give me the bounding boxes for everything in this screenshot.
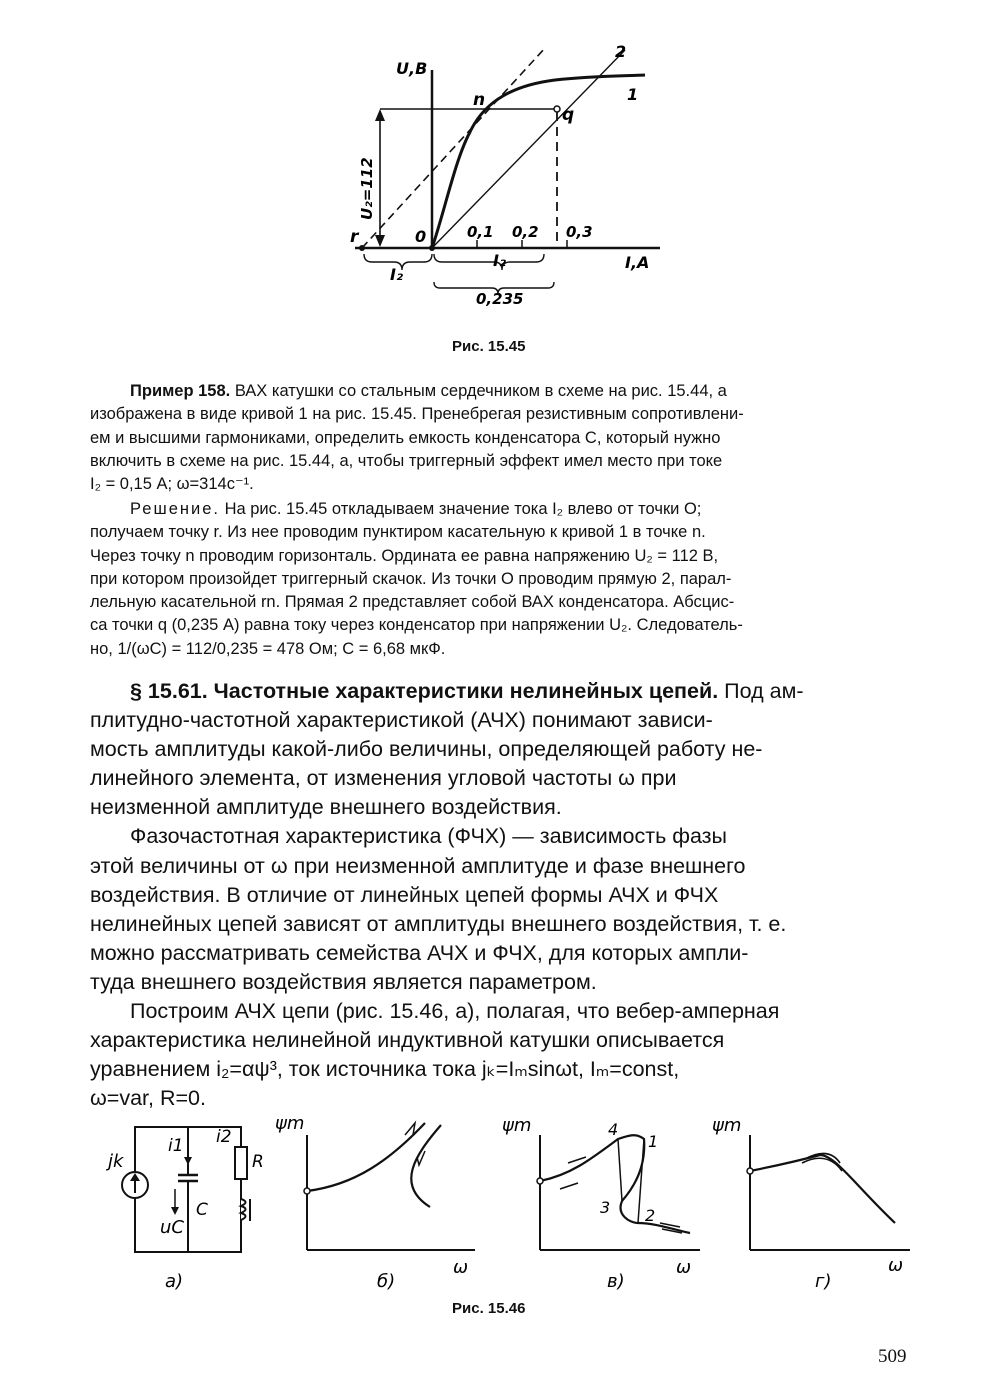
circuit-panel-label: а)	[165, 1271, 184, 1292]
curve-1-label: 1	[627, 85, 639, 104]
tick-label-0-1: 0,1	[467, 223, 494, 241]
point-r-label: r	[350, 227, 359, 247]
u-axis-label: U,B	[396, 59, 428, 78]
plot-b-panel-label: б)	[377, 1271, 396, 1292]
uc-label: uC	[160, 1217, 184, 1238]
point-r	[359, 245, 365, 251]
point-o-label: 0	[415, 227, 427, 246]
plot-b-xlabel: ω	[453, 1257, 469, 1278]
plot-g	[710, 1105, 920, 1300]
i1-label: i1	[168, 1136, 184, 1156]
plot-v	[500, 1105, 710, 1300]
point-q-label: q	[562, 105, 575, 125]
figure-15-46-caption: Рис. 15.46	[452, 1300, 526, 1317]
u2-value-label: U₂=112	[358, 157, 376, 220]
example-158: Пример 158. ВАХ катушки со стальным сердечником в схеме на рис. 15.44, а изображена в виде кривой 1 на рис. 15.45. Пренебрегая резистивным сопротивлени- ем и высшими гармониками, определить емкость конденсатора C, который нужно включить в схеме на рис. 15.44, а, чтобы триггерный эффект имел место при токе I₂ = 0,15 А; ω=314с⁻¹.	[90, 382, 744, 494]
solution-label: Решение.	[130, 500, 220, 518]
example-title: Пример 158.	[130, 382, 231, 400]
u2-arrow-down	[375, 235, 385, 247]
tangent-line-rn	[362, 48, 545, 248]
c-label: C	[196, 1200, 208, 1220]
section-15-61: § 15.61. Частотные характеристики нелинейных цепей. Под ам- плитудно-частотной характеристикой (АЧХ) понимают зависи- мость амплитуды какой-либо величины, определяющей работу не- линейного элемента, от изменения угловой частоты ω при неизменной амплитуде внешнего воздействия. Фазочастотная характеристика (ФЧХ) — зависимость фазы этой величины от ω при неизменной амплитуде и фазе внешнего воздействия. В отличие от линейных цепей формы АЧХ и ФЧХ нелинейных цепей зависят от амплитуды внешнего воздействия, т. е. можно рассматривать семейства АЧХ и ФЧХ, для которых ампли- туда внешнего воздействия является параметром. Построим АЧХ цепи (рис. 15.46, а), полагая, что вебер-амперная характеристика нелинейной индуктивной катушки описывается уравнением i₂=αψ³, ток источника тока jₖ=Iₘsinωt, Iₘ=const, ω=var, R=0.	[90, 677, 918, 1113]
plot-g-panel-label: г)	[815, 1271, 832, 1292]
resistor	[235, 1147, 247, 1179]
i2-left-label: I₂	[390, 265, 403, 284]
i2-right-label: I₂	[493, 251, 506, 270]
i-axis-label: I,A	[625, 253, 650, 272]
point-1-label: 1	[648, 1132, 659, 1151]
q-abscissa-label: 0,235	[476, 290, 524, 308]
plot-v-xlabel: ω	[676, 1257, 692, 1278]
r-label: R	[252, 1152, 264, 1172]
point-2-label: 2	[645, 1206, 656, 1225]
line-2-label: 2	[615, 42, 627, 61]
u2-arrow-up	[375, 109, 385, 121]
solution-block: Решение. На рис. 15.45 откладываем значение тока I₂ влево от точки O; получаем точку r. Из нее проводим пунктиром касательную к кривой 1 в точке n. Через точку n проводим горизонталь. Ордината ее равна напряжению U₂ = 112 В, при котором произойдет триггерный скачок. Из точки O проводим прямую 2, парал- лельную касательной rn. Прямая 2 представляет собой ВАХ конденсатора. Абсцис- са точки q (0,235 А) равна току через конденсатор при напряжении U₂. Следователь- но, 1/(ωC) = 112/0,235 = 478 Ом; C = 6,68 мкФ.	[90, 500, 743, 658]
circuit-diagram	[100, 1115, 265, 1300]
plot-g-ylabel: ψm	[712, 1115, 742, 1136]
tick-label-0-3: 0,3	[566, 223, 593, 241]
i2-right-brace	[434, 254, 544, 270]
plot-b-ylabel: ψm	[275, 1113, 305, 1134]
point-o	[429, 245, 435, 251]
plot-b	[275, 1105, 490, 1300]
source-label: jk	[108, 1151, 124, 1172]
point-q	[554, 106, 560, 112]
point-3-label: 3	[600, 1198, 611, 1217]
figure-15-45-caption: Рис. 15.45	[452, 338, 526, 355]
point-n-label: n	[473, 90, 486, 110]
plot-v-ylabel: ψm	[502, 1115, 532, 1136]
figure-15-45	[340, 40, 670, 310]
i2-label: i2	[216, 1127, 232, 1147]
point-4-label: 4	[608, 1120, 619, 1139]
plot-v-panel-label: в)	[607, 1271, 625, 1292]
paragraph-phase: Фазочастотная характеристика (ФЧХ) — зависимость фазы	[130, 824, 727, 849]
tick-label-0-2: 0,2	[512, 223, 539, 241]
inductor	[241, 1199, 246, 1220]
paragraph-build: Построим АЧХ цепи (рис. 15.46, а), полагая, что вебер-амперная	[130, 999, 780, 1024]
plot-g-xlabel: ω	[888, 1255, 904, 1276]
page-number: 509	[878, 1346, 907, 1367]
section-heading: § 15.61. Частотные характеристики нелинейных цепей.	[130, 679, 719, 703]
